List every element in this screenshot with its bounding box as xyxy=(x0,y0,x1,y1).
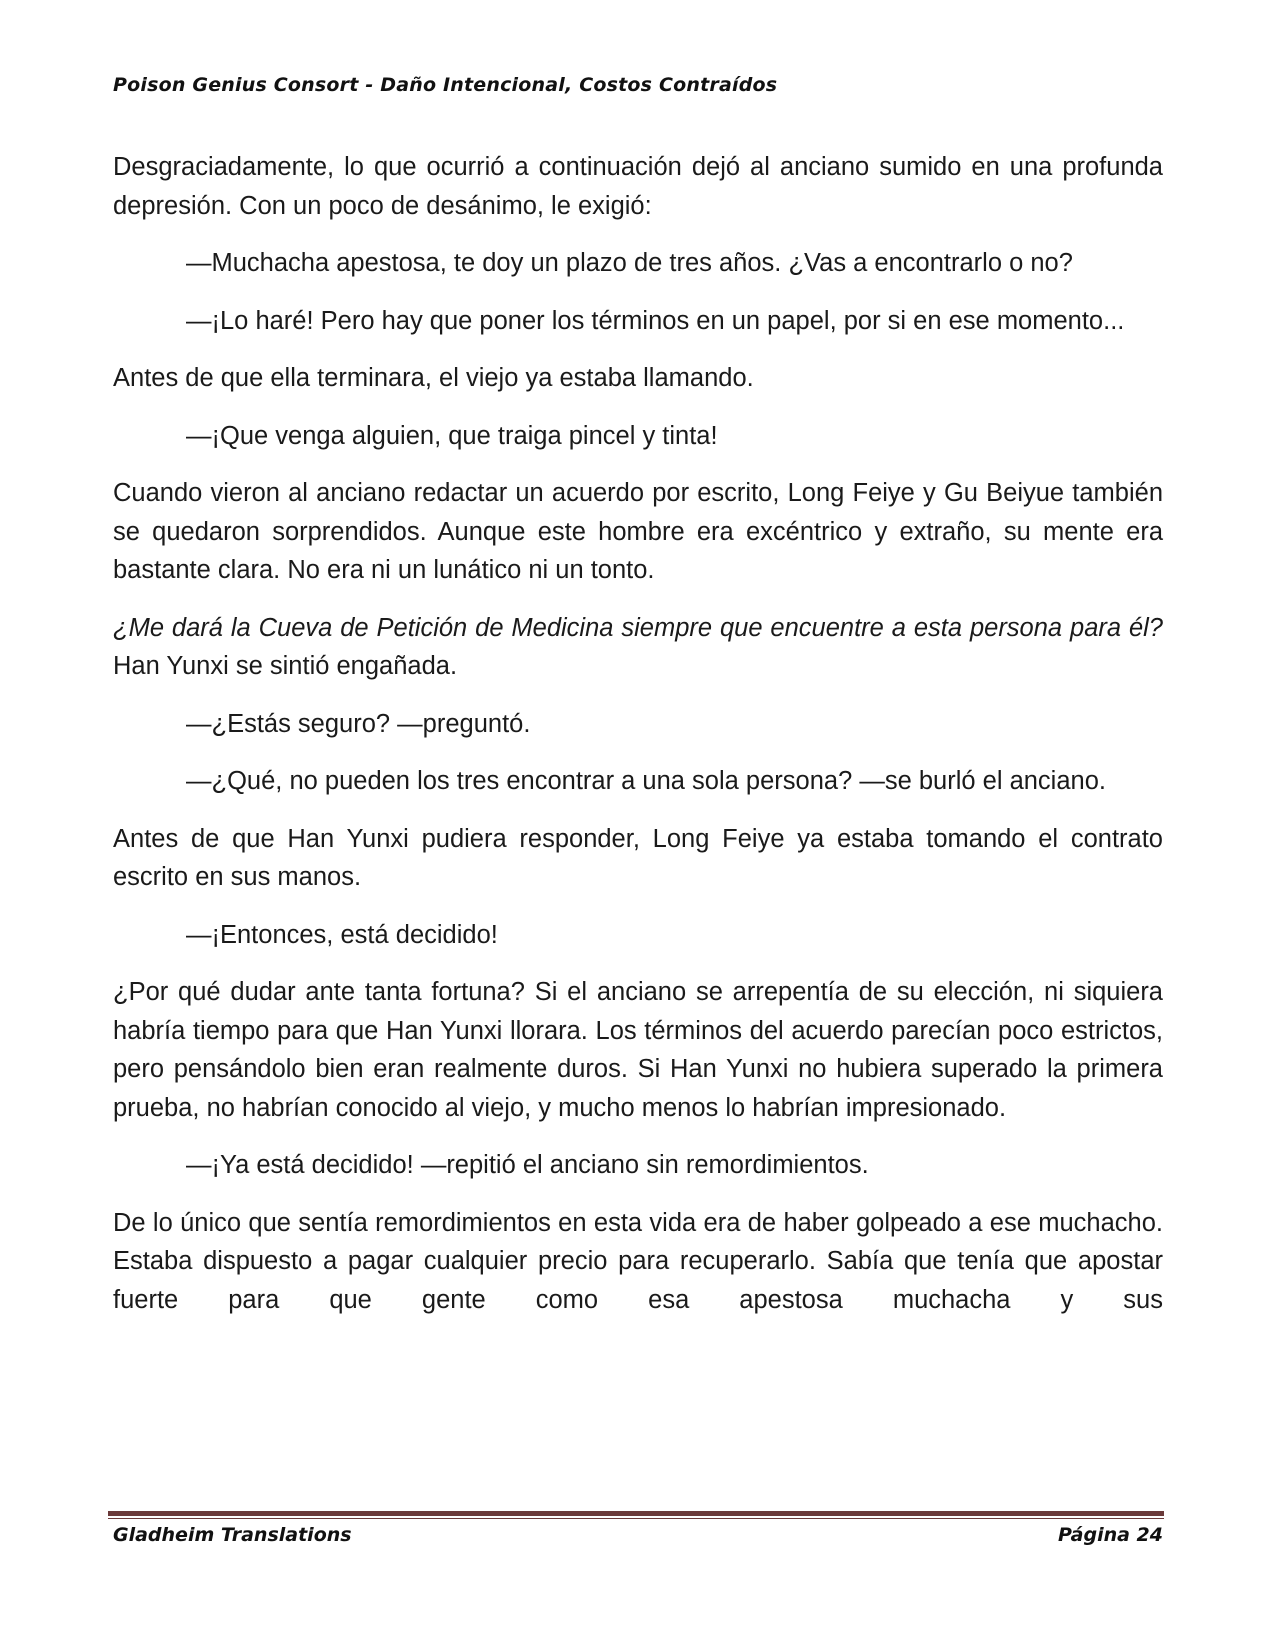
footer-rule xyxy=(108,1511,1164,1519)
paragraph-11: —¡Entonces, está decidido! xyxy=(186,920,498,949)
page-number: Página 24 xyxy=(1057,1524,1163,1546)
paragraph-13: —¡Ya está decidido! —repitió el anciano sin remordimientos. xyxy=(186,1151,869,1179)
footer-publisher: Gladheim Translations xyxy=(113,1524,352,1546)
footer-rule-thick xyxy=(108,1511,1164,1516)
paragraph-8: —¿Estás seguro? —preguntó. xyxy=(186,709,531,738)
paragraph-10: Antes de que Han Yunxi pudiera responder, Long Feiye ya estaba tomando el contrato escrito en sus manos. xyxy=(113,824,1163,891)
paragraph-12: ¿Por qué dudar ante tanta fortuna? Si el anciano se arrepentía de su elección, ni siquiera habría tiempo para que Han Yunxi llorara. Los términos del acuerdo parecían poco estrictos, pero pensándolo bien eran realmente duros. Si Han Yunxi no hubiera superado la primera prueba, no habrían conocido al viejo, y mucho menos lo habrían impresionado. xyxy=(113,978,1163,1122)
footer-rule-thin xyxy=(108,1518,1164,1519)
paragraph-5: —¡Que venga alguien, que traiga pincel y tinta! xyxy=(186,421,718,450)
paragraph-1: Desgraciadamente, lo que ocurrió a continuación dejó al anciano sumido en una profunda depresión. Con un poco de desánimo, le exigió: xyxy=(113,153,1163,220)
running-footer xyxy=(113,1524,1163,1546)
paragraph-2: —Muchacha apestosa, te doy un plazo de tres años. ¿Vas a encontrarlo o no? xyxy=(186,249,1073,277)
paragraph-7 xyxy=(113,609,1163,686)
running-header: Poison Genius Consort - Daño Intencional, Costos Contraídos xyxy=(113,74,778,96)
body-text xyxy=(113,148,1163,1319)
paragraph-14: De lo único que sentía remordimientos en esta vida era de haber golpeado a ese muchacho. Estaba dispuesto a pagar cualquier precio para recuperarlo. Sabía que tenía que apostar fuerte para que gente como esa apestosa muchacha y sus xyxy=(113,1208,1163,1314)
paragraph-4: Antes de que ella terminara, el viejo ya estaba llamando. xyxy=(113,364,754,392)
paragraph-6: Cuando vieron al anciano redactar un acuerdo por escrito, Long Feiye y Gu Beiyue también se quedaron sorprendidos. Aunque este hombre era excéntrico y extraño, su mente era bastante clara. No era ni un lunático ni un tonto. xyxy=(113,479,1163,584)
paragraph-3: —¡Lo haré! Pero hay que poner los términos en un papel, por si en ese momento... xyxy=(186,306,1125,335)
paragraph-7-rest: Han Yunxi se sintió engañada. xyxy=(113,652,458,680)
paragraph-7-thought: ¿Me dará la Cueva de Petición de Medicina siempre que encuentre a esta persona para él? xyxy=(113,613,1163,642)
paragraph-9: —¿Qué, no pueden los tres encontrar a una sola persona? —se burló el anciano. xyxy=(186,767,1106,795)
